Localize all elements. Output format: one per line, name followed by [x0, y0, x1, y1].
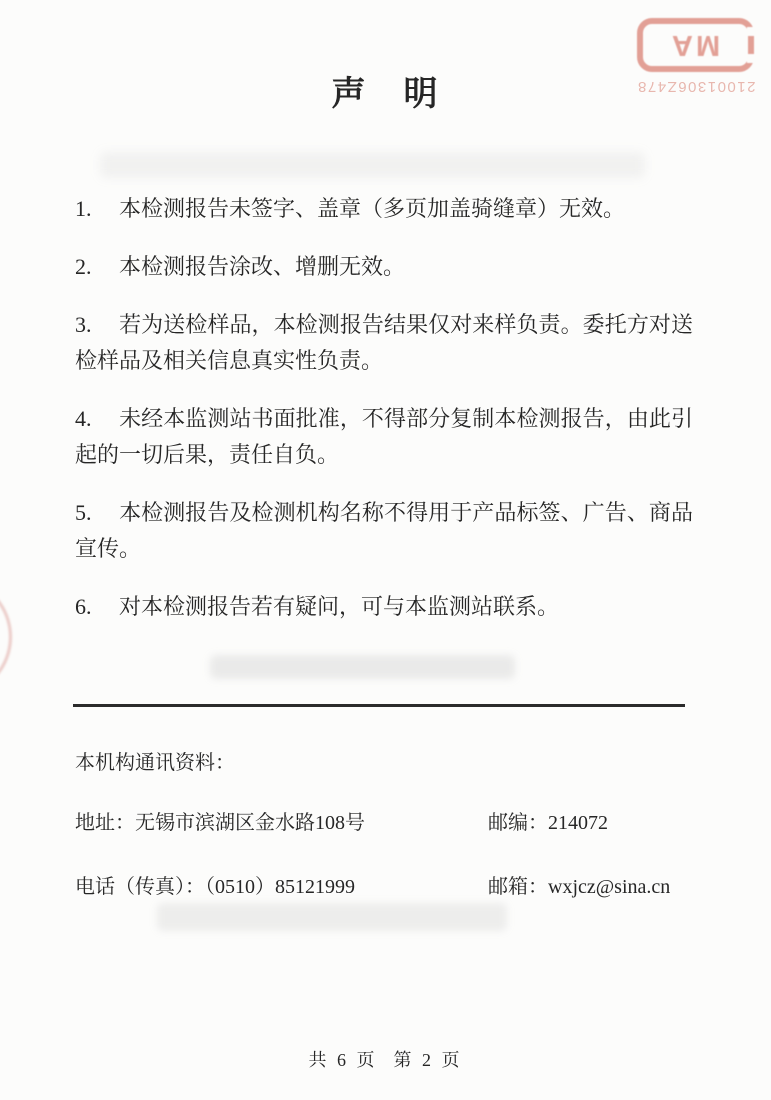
- statement-text: 本检测报告涂改、增删无效。: [119, 254, 406, 279]
- email-field: [488, 870, 670, 899]
- statement-item-6: [75, 589, 693, 625]
- phone-value: （0510）85121999: [205, 876, 355, 898]
- statement-item-3: [75, 307, 693, 379]
- current-page: 第 2 页: [393, 1050, 463, 1070]
- statement-number: 6.: [75, 594, 92, 619]
- postcode-label: 邮编：: [488, 812, 548, 834]
- bleed-through-artifact: [157, 903, 507, 931]
- statement-item-1: [75, 191, 693, 227]
- page-footer: [0, 1046, 771, 1072]
- address-field: [75, 806, 365, 835]
- cma-stamp-logo: [638, 18, 755, 72]
- statement-text: 本检测报告及检测机构名称不得用于产品标签、广告、商品宣传。: [75, 500, 693, 561]
- statement-item-5: [75, 495, 693, 567]
- stamp-border-gap: [748, 27, 757, 36]
- statement-text: 对本检测报告若有疑问，可与本监测站联系。: [119, 594, 560, 619]
- address-label: 地址：: [75, 812, 135, 834]
- email-value: wxjcz@sina.cn: [548, 876, 671, 898]
- statement-item-4: [75, 401, 693, 473]
- bleed-through-artifact: [210, 655, 515, 679]
- statement-number: 5.: [75, 500, 92, 525]
- postcode-field: [488, 806, 608, 835]
- email-label: 邮箱：: [488, 876, 548, 898]
- phone-field: [75, 870, 355, 899]
- cma-stamp-code: 21001306Z478: [636, 78, 756, 95]
- statement-number: 2.: [75, 254, 92, 279]
- statement-text: 若为送检样品，本检测报告结果仅对来样负责。委托方对送检样品及相关信息真实性负责。: [75, 312, 693, 373]
- address-value: 无锡市滨湖区金水路108号: [135, 812, 365, 834]
- contact-heading: 本机构通讯资料：: [75, 752, 235, 774]
- partial-seal-artifact: [0, 577, 12, 697]
- horizontal-rule: [73, 704, 685, 707]
- statement-number: 4.: [75, 406, 92, 431]
- stamp-border-gap: [748, 54, 757, 63]
- statement-number: 3.: [75, 312, 92, 337]
- statement-item-2: [75, 249, 693, 285]
- statements-list: [75, 191, 693, 647]
- statement-text: 本检测报告未签字、盖章（多页加盖骑缝章）无效。: [119, 196, 626, 221]
- total-pages: 共 6 页: [308, 1050, 378, 1070]
- postcode-value: 214072: [548, 812, 608, 834]
- statement-text: 未经本监测站书面批准，不得部分复制本检测报告，由此引起的一切后果，责任自负。: [75, 406, 693, 467]
- bleed-through-artifact: [100, 152, 645, 178]
- page-title: 声 明: [331, 76, 440, 113]
- cma-stamp-letters: MA: [668, 29, 721, 62]
- statement-number: 1.: [75, 196, 92, 221]
- phone-label: 电话（传真）：: [75, 876, 205, 898]
